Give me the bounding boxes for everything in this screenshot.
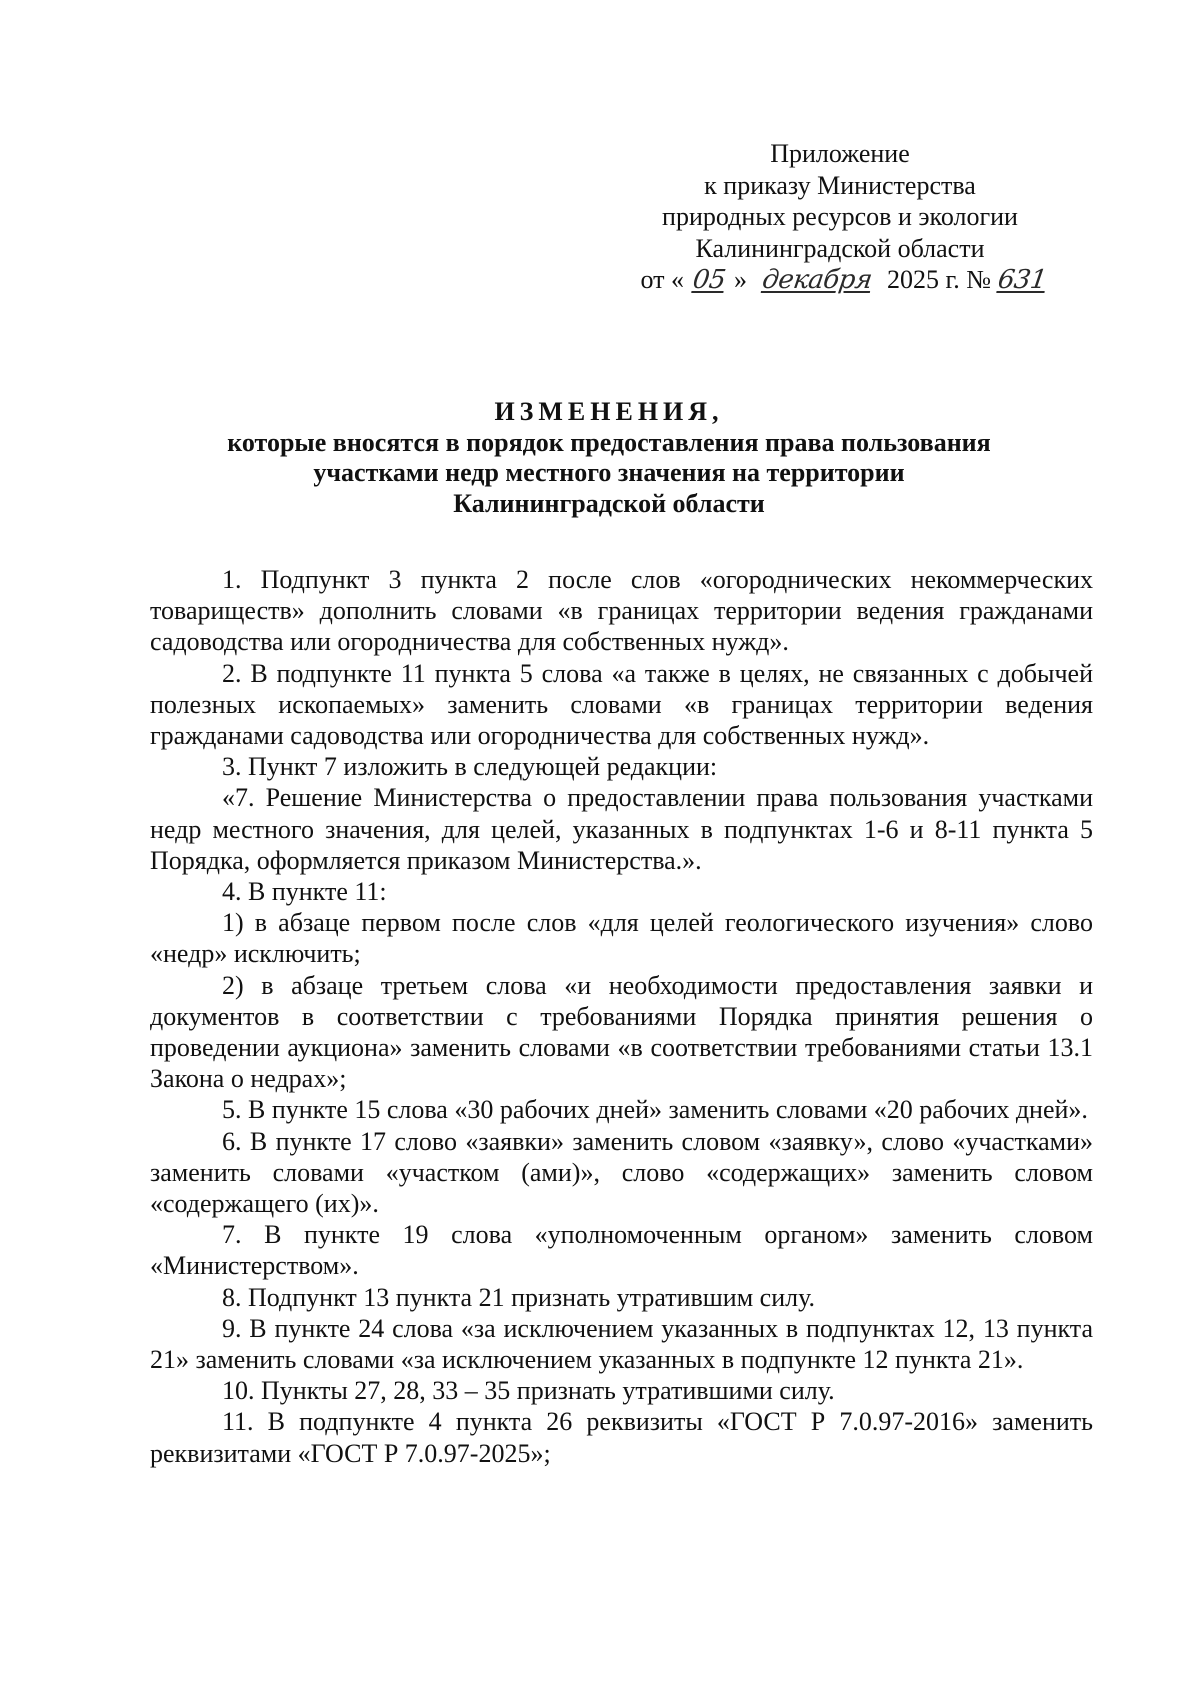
paragraph-8: 8. Подпункт 13 пункта 21 признать утратившим силу. [222, 1282, 815, 1312]
paragraph-7: 7. В пункте 19 слова «уполномоченным органом» заменить словом «Министерством». [150, 1220, 1093, 1281]
appendix-line-4: Калининградской области [695, 233, 985, 263]
document-title [140, 397, 1078, 519]
handwritten-month: декабря [760, 265, 874, 295]
paragraph-4-item-2: 2) в абзаце третьем слова «и необходимости предоставления заявки и документов в соответствии с требованиями Порядка принятия решения о проведении аукциона» заменить словами «в соответствии требованиями статьи 13.1 Закона о недрах»; [150, 970, 1093, 1094]
paragraph-9: 9. В пункте 24 слова «за исключением указанных в подпунктах 12, 13 пункта 21» заменить словами «за исключением указанных в подпункте 12 пункта 21». [150, 1313, 1093, 1375]
title-heading: ИЗМЕНЕНИЯ, [494, 397, 724, 426]
title-line-2: участками недр местного значения на территории [313, 458, 905, 487]
title-line-1: которые вносятся в порядок предоставления права пользования [227, 427, 991, 457]
appendix-line-2: к приказу Министерства [704, 170, 976, 200]
paragraph-3: 3. Пункт 7 изложить в следующей редакции: [222, 752, 718, 782]
date-mid: » [733, 265, 747, 294]
paragraph-11: 11. В подпункте 4 пункта 26 реквизиты «ГОСТ Р 7.0.97-2016» заменить реквизитами «ГОСТ Р 7.0.97-2025»; [150, 1407, 1093, 1468]
document-body [150, 564, 1093, 1469]
appendix-header [620, 138, 1060, 297]
paragraph-4-item-1: 1) в абзаце первом после слов «для целей геологического изучения» слово «недр» исключить; [150, 908, 1093, 969]
handwritten-day: 05 [690, 265, 728, 295]
appendix-line-3: природных ресурсов и экологии [662, 202, 1018, 231]
paragraph-10: 10. Пункты 27, 28, 33 – 35 признать утратившими силу. [222, 1376, 835, 1406]
appendix-line-1: Приложение [770, 139, 910, 168]
paragraph-3-quote: «7. Решение Министерства о предоставлении права пользования участками недр местного значения, для целей, указанных в подпунктах 1-6 и 8-11 пункта 5 Порядка, оформляется приказом Министерства.». [150, 783, 1093, 875]
handwritten-order-number: 631 [995, 265, 1048, 295]
date-year: 2025 г. № [886, 265, 992, 294]
paragraph-4: 4. В пункте 11: [222, 877, 387, 907]
order-date-line [620, 264, 1060, 297]
paragraph-5: 5. В пункте 15 слова «30 рабочих дней» заменить словами «20 рабочих дней». [222, 1095, 1088, 1125]
paragraph-2: 2. В подпункте 11 пункта 5 слова «а также в целях, не связанных с добычей полезных ископаемых» заменить словами «в границах территории ведения гражданами садоводства или огородничества для собственных нужд». [150, 658, 1093, 751]
title-line-3: Калининградской области [453, 488, 765, 518]
paragraph-6: 6. В пункте 17 слово «заявки» заменить словом «заявку», слово «участками» заменить словами «участком (ами)», слово «содержащих» заменить словом «содержащего (их)». [150, 1126, 1093, 1219]
date-prefix: от « [640, 265, 684, 294]
paragraph-1: 1. Подпункт 3 пункта 2 после слов «огороднических некоммерческих товариществ» дополнить словами «в границах территории ведения гражданами садоводства или огородничества для собственных нужд». [150, 565, 1093, 657]
